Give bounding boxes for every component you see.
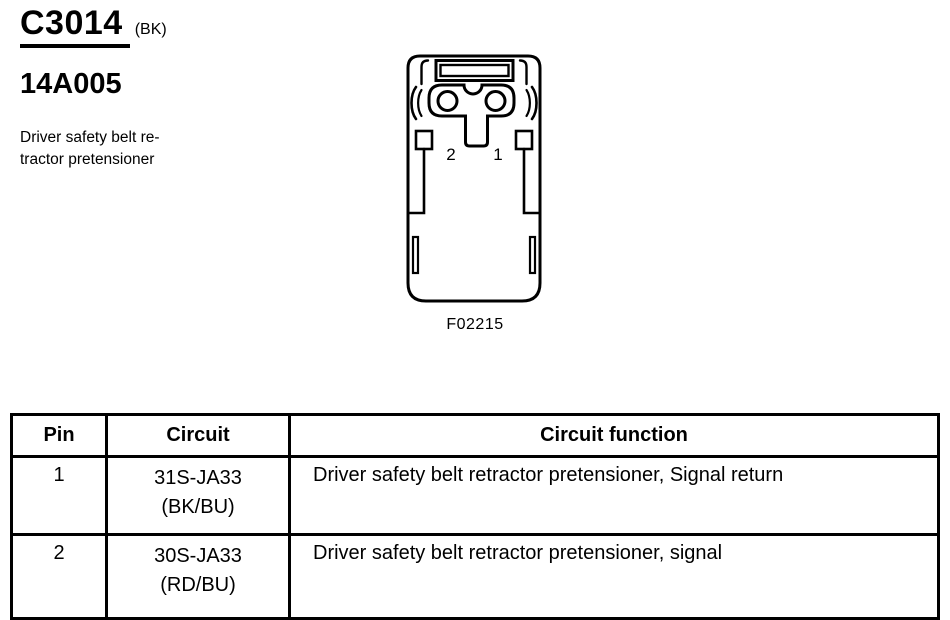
pin-number-cell: 2 <box>12 535 107 619</box>
header-cell-circuit: Circuit <box>107 415 290 457</box>
connector-id: C3014 <box>20 6 130 48</box>
cavity-1-circle <box>486 92 505 111</box>
circuit-code: 30S-JA33 <box>154 545 242 567</box>
pin-1-label: 1 <box>493 145 503 164</box>
circuit-function-cell: Driver safety belt retractor pretensioner, Signal return <box>290 457 939 535</box>
circuit-cell <box>107 457 290 535</box>
table-header-row <box>12 415 939 457</box>
connector-description <box>20 127 160 171</box>
description-line-2: tractor pretensioner <box>20 151 155 168</box>
pinout-table <box>10 413 940 620</box>
description-line-1: Driver safety belt re- <box>20 129 160 146</box>
part-number: 14A005 <box>20 68 122 100</box>
connector-id-row <box>20 6 167 48</box>
header-cell-circuit-function: Circuit function <box>290 415 939 457</box>
header-cell-pin: Pin <box>12 415 107 457</box>
table-row-pin-1 <box>12 457 939 535</box>
connector-diagram <box>404 53 544 305</box>
circuit-code: 31S-JA33 <box>154 467 242 489</box>
connector-color-code: (BK) <box>134 21 167 38</box>
circuit-wire-color: (BK/BU) <box>161 496 235 518</box>
circuit-cell <box>107 535 290 619</box>
circuit-wire-color: (RD/BU) <box>160 574 236 596</box>
figure-caption: F02215 <box>446 316 504 333</box>
table-row-pin-2 <box>12 535 939 619</box>
pin-2-label: 2 <box>446 145 456 164</box>
pin-number-cell: 1 <box>12 457 107 535</box>
cavity-2-circle <box>438 92 457 111</box>
circuit-function-cell: Driver safety belt retractor pretensioner, signal <box>290 535 939 619</box>
